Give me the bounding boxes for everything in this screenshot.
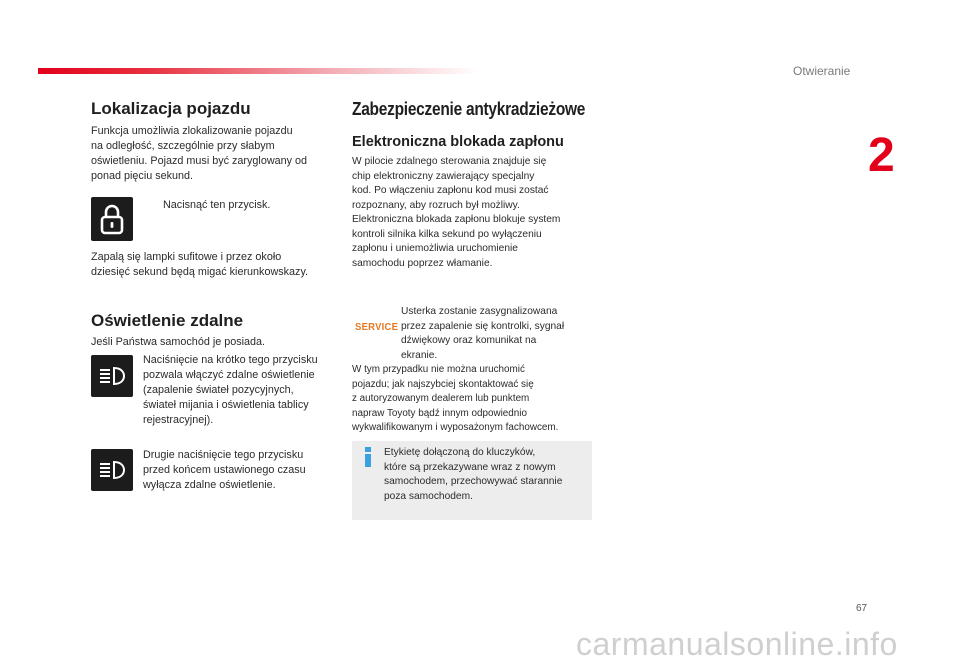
watermark: carmanualsonline.info [576,626,898,662]
remote-lighting-second-press: Drugie naciśnięcie tego przycisku przed końcem ustawionego czasu wyłącza zdalne oświetlenie. [143,449,306,491]
info-text: Etykietę dołączoną do kluczyków, które są przekazywane wraz z nowym samochodem, przechowywać starannie poza samochodem. [384,447,563,502]
remote-lighting-first-press: Naciśnięcie na krótko tego przycisku pozwala włączyć zdalne oświetlenie (zapalenie świateł pozycyjnych, świateł mijania i oświetlenia tablicy rejestracyjnej). [143,354,318,426]
locate-step: Nacisnąć ten przycisk. [163,199,271,211]
info-icon [362,447,374,472]
remote-lighting-title: Oświetlenie zdalne [91,311,244,330]
section-title: Otwieranie [793,64,851,78]
immobiliser-body: W pilocie zdalnego sterowania znajduje się chip elektroniczny zawierający specjalny kod. Po włączeniu zapłonu kod musi zostać rozpoznany, aby rozruch był możliwy. Elektroniczna blokada zapłonu blokuje system kontroli silnika kilka sekund po wyłączeniu zapłonu i uniemożliwia uruchomienie samochodu poprzez włamanie. [352,156,561,269]
fault-text: Usterka zostanie zasygnalizowana przez zapalenie się kontrolki, sygnał dźwiękowy oraz komunikat na ekranie. [401,306,565,361]
headlamp-button-icon-2 [91,449,133,491]
remote-lighting-intro: Jeśli Państwa samochód je posiada. [91,336,266,348]
locate-vehicle-title: Lokalizacja pojazdu [91,99,251,118]
header-accent-bar [38,68,478,74]
service-warning-icon: SERVICE [355,321,399,333]
immobiliser-subtitle: Elektroniczna blokada zapłonu [352,134,564,150]
lock-button-icon [91,197,133,241]
locate-result: Zapalą się lampki sufitowe i przez około dziesięć sekund będą migać kierunkowskazy. [91,251,309,278]
anti-theft-title: Zabezpieczenie antykradzieżowe [352,99,586,119]
chapter-number: 2 [868,129,895,182]
locate-intro: Funkcja umożliwia zlokalizowanie pojazdu na odległość, szczególnie przy słabym oświetleniu. Pojazd musi być zaryglowany od ponad pięciu sekund. [91,125,308,182]
page-number: 67 [856,603,868,614]
headlamp-button-icon [91,355,133,397]
fault-continuation: W tym przypadku nie można uruchomić pojazdu; jak najszybciej skontaktować się z autoryzowanym dealerem lub punktem napraw Toyoty bądź innym odpowiednio wykwalifikowanym i wyposażonym fachowcem. [352,364,559,433]
